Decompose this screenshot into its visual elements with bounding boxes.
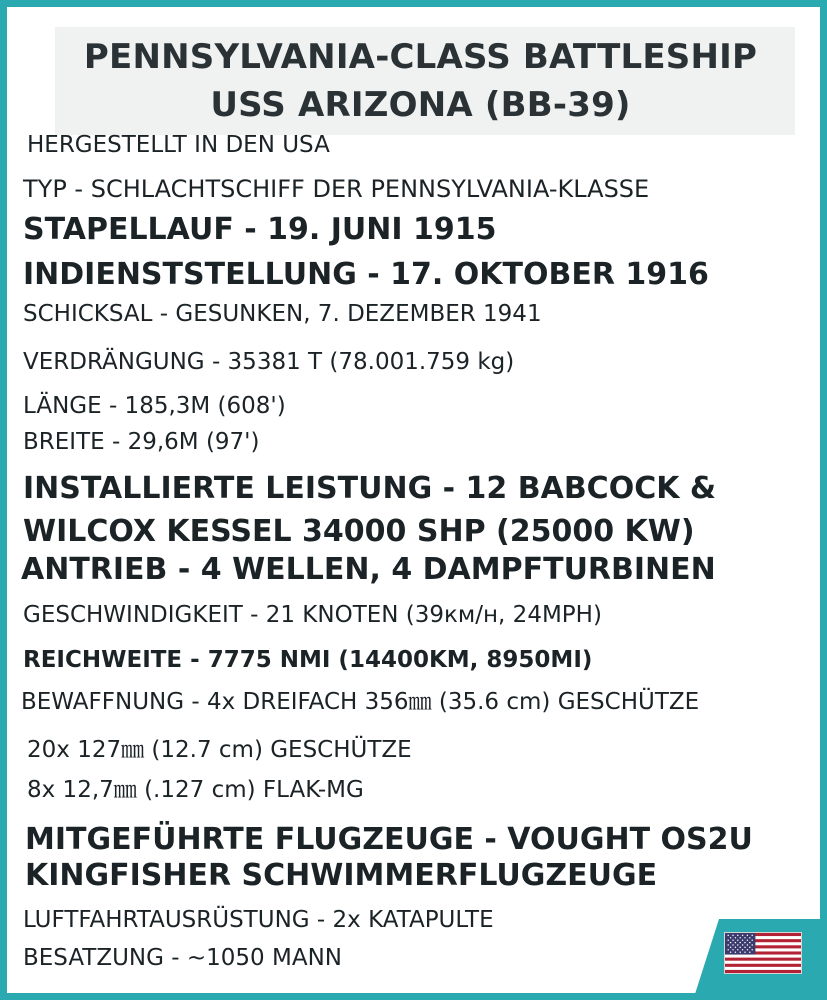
spec-aviation: LUFTFAHRTAUSRÜSTUNG - 2x KATAPULTE [23,907,494,933]
spec-launched: STAPELLAUF - 19. JUNI 1915 [23,212,497,247]
spec-aircraft-1: MITGEFÜHRTE FLUGZEUGE - VOUGHT OS2U [25,822,753,857]
title-line-2: USS ARIZONA (BB-39) [210,85,631,125]
spec-crew: BESATZUNG - ~1050 MANN [23,945,342,971]
spec-speed: GESCHWINDIGKEIT - 21 KNOTEN (39км/н, 24MPH) [23,602,602,628]
spec-displacement: VERDRÄNGUNG - 35381 T (78.001.759 kg) [23,349,515,375]
spec-power-1: INSTALLIERTE LEISTUNG - 12 BABCOCK & [23,471,717,506]
spec-commissioned: INDIENSTSTELLUNG - 17. OKTOBER 1916 [23,257,709,292]
spec-armament-3: 8x 12,7㎜ (.127 cm) FLAK-MG [27,777,364,803]
spec-range: REICHWEITE - 7775 NMI (14400KM, 8950MI) [23,647,593,673]
spec-armament-1: BEWAFFNUNG - 4x DREIFACH 356㎜ (35.6 cm) GESCHÜTZE [21,689,700,715]
spec-propulsion: ANTRIEB - 4 WELLEN, 4 DAMPFTURBINEN [21,552,716,587]
spec-type: TYP - SCHLACHTSCHIFF DER PENNSYLVANIA-KLASSE [23,175,650,203]
spec-fate: SCHICKSAL - GESUNKEN, 7. DEZEMBER 1941 [23,301,542,327]
spec-origin: HERGESTELLT IN DEN USA [27,132,330,158]
spec-beam: BREITE - 29,6M (97') [23,429,260,455]
spec-sheet [7,7,820,993]
spec-length: LÄNGE - 185,3M (608') [23,393,286,419]
spec-armament-2: 20x 127㎜ (12.7 cm) GESCHÜTZE [27,737,412,763]
spec-aircraft-2: KINGFISHER SCHWIMMERFLUGZEUGE [25,858,658,893]
us-flag-icon [724,932,802,974]
spec-power-2: WILCOX KESSEL 34000 SHP (25000 KW) [23,514,695,549]
title-line-1: PENNSYLVANIA-CLASS BATTLESHIP [83,37,758,77]
